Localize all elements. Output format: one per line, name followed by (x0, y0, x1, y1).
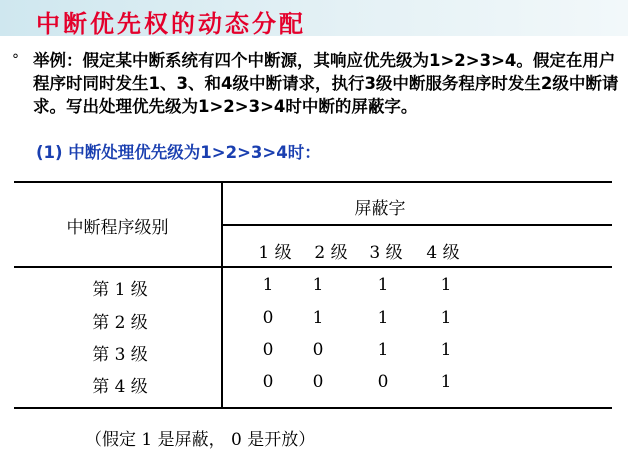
table-cell: 1 (377, 308, 389, 328)
table-cell: 0 (377, 372, 389, 392)
column-header: 3 级 (369, 243, 403, 263)
row-label: 第 2 级 (92, 313, 148, 333)
column-header: 2 级 (314, 243, 348, 263)
table-cell: 1 (440, 340, 452, 360)
row-label: 第 4 级 (92, 377, 148, 397)
table-bottom-rule (14, 407, 612, 409)
slide-title: 中断优先权的动态分配 (36, 9, 306, 38)
table-cell: 0 (262, 308, 274, 328)
table-header-rule (14, 266, 612, 268)
table-divider (221, 181, 223, 408)
group-header: 屏蔽字 (354, 199, 406, 219)
column-header: 4 级 (426, 243, 460, 263)
row-label: 第 3 级 (92, 345, 148, 365)
table-cell: 1 (312, 308, 324, 328)
table-top-rule (14, 181, 612, 183)
table-cell: 1 (262, 275, 274, 295)
table-cell: 1 (312, 275, 324, 295)
table-cell: 0 (262, 372, 274, 392)
footnote: （假定 1 是屏蔽， 0 是开放） (85, 430, 316, 450)
example-paragraph: 举例：假定某中断系统有四个中断源，其响应优先级为1>2>3>4。假定在用户程序时同时发生1、3、和4级中断请求，执行3级中断服务程序时发生2级中断请求。写出处理优先级为1>2>3>4时中断的屏蔽字。 (33, 51, 619, 116)
table-cell: 1 (377, 275, 389, 295)
table-cell: 1 (377, 340, 389, 360)
subheading: (1) 中断处理优先级为1>2>3>4时： (36, 143, 321, 162)
bullet-marker: ° (12, 52, 19, 68)
column-header: 1 级 (258, 243, 292, 263)
row-header: 中断程序级别 (66, 218, 169, 238)
table-cell: 1 (440, 308, 452, 328)
table-cell: 0 (312, 372, 324, 392)
table-group-rule (222, 224, 612, 226)
table-cell: 1 (440, 275, 452, 295)
table-cell: 0 (262, 340, 274, 360)
table-cell: 0 (312, 340, 324, 360)
row-label: 第 1 级 (92, 280, 148, 300)
table-cell: 1 (440, 372, 452, 392)
